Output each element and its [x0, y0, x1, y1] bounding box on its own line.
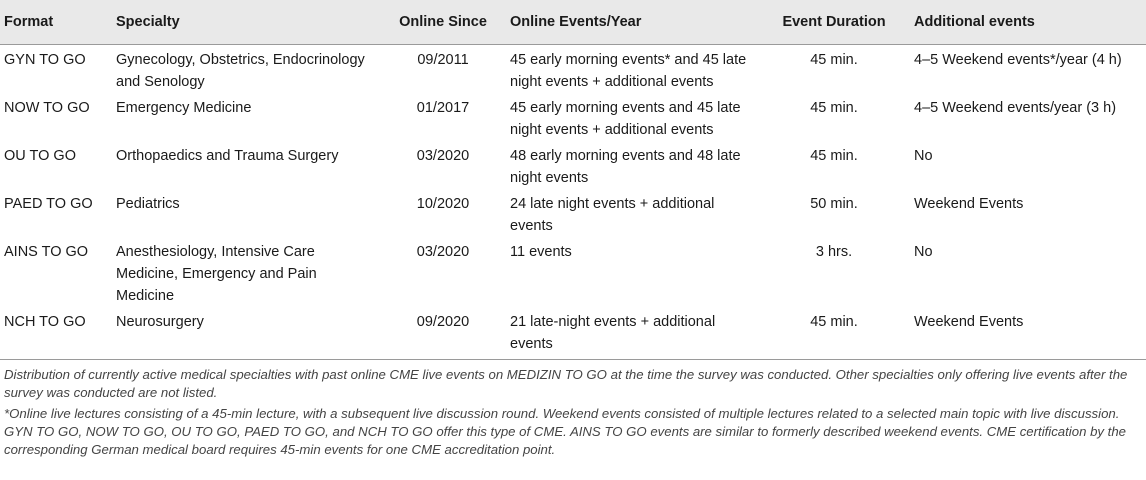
table-row: [0, 93, 1146, 141]
cell-format: NCH TO GO: [0, 307, 112, 360]
cell-since: 03/2020: [416, 244, 470, 260]
cell-since: 09/2020: [380, 307, 506, 360]
table-footnote: *Online live lectures consisting of a 45-min lecture, with a subsequent live discussion round. Weekend events consisted of multiple lectures related to a selected main topic with live discussion. GYN TO GO, NOW TO GO, OU TO GO, PAED TO GO, and NCH TO GO offer this type of CME. AINS TO GO events are similar to formerly described weekend events. CME certification by the corresponding German medical board requires 45-min events for one CME accreditation point.: [4, 406, 1126, 457]
cell-events: 24 late night events + additional events: [510, 196, 715, 234]
cell-format: NOW TO GO: [4, 100, 90, 116]
cell-additional: 4–5 Weekend events*/year (4 h): [914, 52, 1122, 68]
cell-duration: 45 min.: [810, 100, 858, 116]
header-additional-events: Additional events: [910, 0, 1146, 45]
table-row: [0, 45, 1146, 94]
cell-format: PAED TO GO: [4, 196, 93, 212]
cell-additional: No: [914, 244, 933, 260]
cell-format: OU TO GO: [4, 148, 76, 164]
cell-since: 01/2017: [416, 100, 470, 116]
cell-additional: No: [914, 148, 933, 164]
cell-specialty: Gynecology, Obstetrics, Endocrinology and Senology: [116, 52, 365, 90]
cell-events: 45 early morning events and 45 late night events + additional events: [510, 100, 741, 138]
header-specialty: Specialty: [112, 0, 380, 45]
cell-specialty: Orthopaedics and Trauma Surgery: [116, 148, 339, 164]
cell-specialty: Anesthesiology, Intensive Care Medicine, Emergency and Pain Medicine: [116, 244, 317, 304]
cell-duration: 45 min.: [758, 307, 910, 360]
table-row: [0, 141, 1146, 189]
cell-specialty: Neurosurgery: [112, 307, 380, 360]
cell-since: 10/2020: [416, 196, 470, 212]
header-event-duration: Event Duration: [758, 0, 910, 45]
cell-duration: 50 min.: [810, 196, 858, 212]
table-row: [0, 189, 1146, 237]
cell-duration: 45 min.: [810, 148, 858, 164]
cell-additional: Weekend Events: [910, 307, 1146, 360]
header-online-since: Online Since: [380, 0, 506, 45]
cell-specialty: Emergency Medicine: [116, 100, 252, 116]
cell-events: 45 early morning events* and 45 late night events + additional events: [510, 52, 747, 90]
cell-since: 03/2020: [416, 148, 470, 164]
cell-additional: Weekend Events: [914, 196, 1024, 212]
cell-additional: 4–5 Weekend events/year (3 h): [914, 100, 1117, 116]
cell-since: 09/2011: [417, 52, 469, 68]
table-row: [0, 307, 1146, 360]
cell-duration: 45 min.: [810, 52, 858, 68]
header-row: [0, 0, 1146, 45]
cell-events: 11 events: [510, 244, 572, 260]
table-notes: [0, 360, 1146, 459]
header-online-events: Online Events/Year: [506, 0, 758, 45]
cell-events: 21 late-night events + additional events: [506, 307, 758, 360]
table-caption: Distribution of currently active medical specialties with past online CME live events on MEDIZIN TO GO at the time the survey was conducted. Other specialties only offering live events after the survey was conducted are not listed.: [4, 367, 1128, 400]
header-format: Format: [0, 0, 112, 45]
table-row: [0, 237, 1146, 307]
cell-format: AINS TO GO: [4, 244, 89, 260]
cell-specialty: Pediatrics: [116, 196, 180, 212]
cell-duration: 3 hrs.: [815, 244, 853, 260]
cell-events: 48 early morning events and 48 late night events: [510, 148, 741, 186]
cell-format: GYN TO GO: [4, 52, 86, 68]
